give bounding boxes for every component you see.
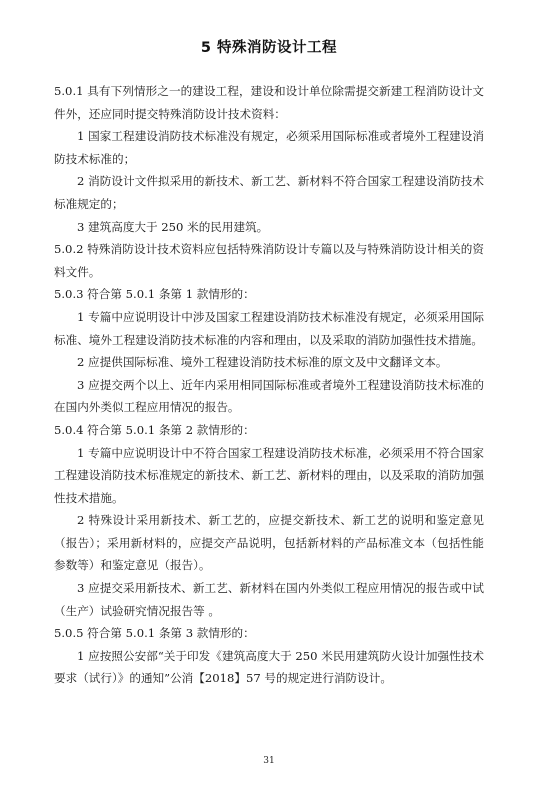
paragraph: 2 消防设计文件拟采用的新技术、新工艺、新材料不符合国家工程建设消防技术标准规定的； xyxy=(54,174,484,211)
paragraph: 5.0.2 特殊消防设计技术资料应包括特殊消防设计专篇以及与特殊消防设计相关的资料文件。 xyxy=(54,242,484,279)
section-heading: 5 特殊消防设计工程 xyxy=(200,40,338,56)
page-number: 31 xyxy=(263,756,275,766)
paragraph: 1 专篇中应说明设计中涉及国家工程建设消防技术标准没有规定，必须采用国际标准、境外工程建设消防技术标准的内容和理由，以及采取的消防加强性技术措施。 xyxy=(54,309,484,347)
paragraph: 5.0.4 符合第 5.0.1 条第 2 款情形的： xyxy=(54,422,255,437)
paragraph: 3 应提交两个以上、近年内采用相同国际标准或者境外工程建设消防技术标准的在国内外类似工程应用情况的报告。 xyxy=(54,377,484,415)
paragraph: 3 建筑高度大于 250 米的民用建筑。 xyxy=(77,219,269,234)
paragraph: 5.0.5 符合第 5.0.1 条第 3 款情形的： xyxy=(54,626,255,641)
paragraph: 1 国家工程建设消防技术标准没有规定，必须采用国际标准或者境外工程建设消防技术标准的； xyxy=(54,129,484,166)
paragraph: 5.0.1 具有下列情形之一的建设工程，建设和设计单位除需提交新建工程消防设计文件外，还应同时提交特殊消防设计技术资料： xyxy=(54,84,484,121)
paragraph: 2 特殊设计采用新技术、新工艺的，应提交新技术、新工艺的说明和鉴定意见（报告）；采用新材料的，应提交产品说明，包括新材料的产品标准文本（包括性能参数等）和鉴定意见（报告）。 xyxy=(54,513,484,573)
paragraph: 3 应提交采用新技术、新工艺、新材料在国内外类似工程应用情况的报告或中试（生产）试验研究情况报告等 。 xyxy=(54,581,484,618)
paragraph: 1 专篇中应说明设计中不符合国家工程建设消防技术标准，必须采用不符合国家工程建设消防技术标准规定的新技术、新工艺、新材料的理由，以及采取的消防加强性技术措施。 xyxy=(54,445,484,505)
document-body xyxy=(54,80,484,690)
paragraph: 5.0.3 符合第 5.0.1 条第 1 款情形的： xyxy=(54,287,255,302)
paragraph: 2 应提供国际标准、境外工程建设消防技术标准的原文及中文翻译文本。 xyxy=(77,355,448,370)
paragraph: 1 应按照公安部“关于印发《建筑高度大于 250 米民用建筑防火设计加强性技术要求（试行）》的通知”公消【2018】57 号的规定进行消防设计。 xyxy=(54,648,484,686)
